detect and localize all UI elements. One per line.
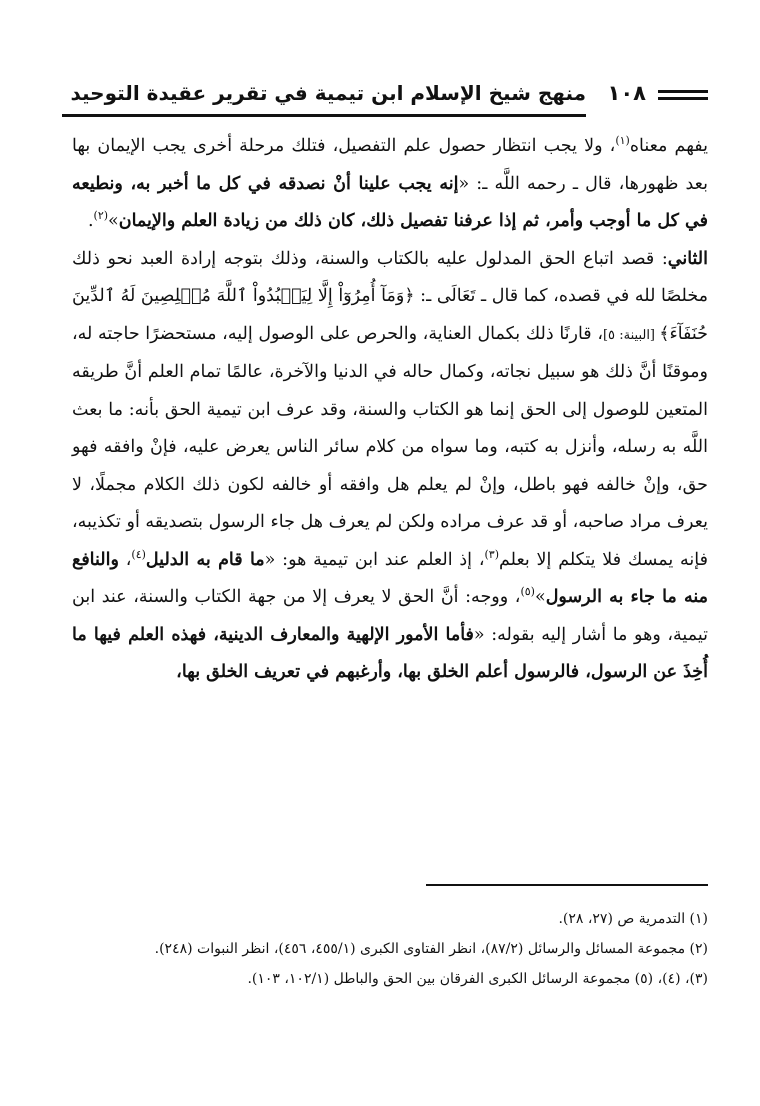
text-run: ، ولا يجب انتظار حصول علم التفصيل، فتلك مرحلة أخرى يجب الإيمان بها بعد ظهورها، قال ـ رحمه اللَّه ـ: « — [72, 136, 708, 194]
footnote-2: (٢) مجموعة المسائل والرسائل (٨٧/٢)، انظر الفتاوى الكبرى (٤٥٥/١، ٤٥٦)، انظر النبوات (٢٤٨). — [154, 941, 708, 957]
text-run: ، ووجه: أنَّ الحق لا يعرف إلا من جهة الكتاب والسنة، عند ابن تيمية، وهو ما أشار إليه بقوله: « — [72, 587, 708, 645]
text-run: ، قارنًا ذلك بكمال العناية، والحرص على الوصول إليه، مستحضرًا حاجته له، وموقنًا أنَّ ذلك هو سبيل نجاته، وكمال حاله في الدنيا والآخرة، عالمًا تمام العلم أنَّ طريقه المتعين للوصول إلى الحق إنما هو الكتاب والسنة، وقد عرف ابن تيمية الحق بأنه: ما بعث اللَّه به رسله، وأنزل به كتبه، وما سواه من كلام سائر الناس يعرض عليه، فإنْ وافقه فهو حق، وإنْ خالفه فهو باطل، وإنْ لم يعلم هل وافقه أو خالفه لكون ذلك الكلام مجملًا، لا يعرف مراد صاحبه، أو قد عرف مراده ولكن لم يعرف هل جاء الرسول بتصديقه أو تكذيبه، فإنه يمسك فلا يتكلم إلا بعلم — [72, 323, 708, 570]
main-text — [72, 128, 708, 692]
footnote-marker-4: (٤) — [131, 547, 146, 561]
header-ornament — [658, 90, 708, 104]
text-run: » — [534, 587, 546, 607]
footnote-1: (١) التدمرية ص (٢٧، ٢٨). — [558, 911, 708, 927]
footnote-marker-3: (٣) — [484, 547, 499, 561]
footnote-marker-2: (٢) — [93, 209, 109, 223]
footnote-separator — [426, 884, 708, 886]
paragraph-1 — [72, 128, 708, 241]
text-run: . — [87, 211, 94, 231]
quote-bold: والنافع منه ما جاء به الرسول — [72, 549, 708, 607]
quote-bold: ما قام به الدليل — [145, 549, 265, 570]
running-title: منهج شيخ الإسلام ابن تيمية في تقرير عقيدة التوحيد — [70, 81, 586, 105]
footnote-marker-1: (١) — [615, 134, 630, 148]
paragraph-2 — [72, 241, 708, 692]
text-run: » — [108, 211, 119, 231]
text-run: : قصد اتباع الحق المدلول عليه بالكتاب والسنة، وذلك بتوجه إرادة العبد نحو ذلك مخلصًا لله في قصده، كما قال ـ تَعَالَى ـ: — [72, 248, 708, 306]
text-run: ، إذ العلم عند ابن تيمية هو: « — [264, 549, 485, 570]
page-number: ١٠٨ — [607, 81, 646, 105]
header-rule — [62, 114, 586, 117]
quran-verse: ﴿وَمَآ أُمِرُوٓاْ إِلَّا لِيَعۡبُدُواْ ٱللَّهَ مُخۡلِصِينَ لَهُ ٱلدِّينَ حُنَفَآءَ﴾ — [72, 286, 708, 344]
text-run: ، — [118, 549, 132, 570]
section-label: الثاني — [667, 248, 708, 269]
quote-bold: فأما الأمور الإلهية والمعارف الدينية، فهذه العلم فيها ما أُخِذَ عن الرسول، فالرسول أعلم الخلق بها، وأرغبهم في تعريف الخلق بها، — [72, 624, 708, 682]
quote-bold: إنه يجب علينا أنْ نصدقه في كل ما أخبر به، ونطيعه في كل ما أوجب وأمر، ثم إذا عرفنا تفصيل ذلك، كان ذلك من زيادة العلم والإيمان — [72, 173, 708, 231]
footnotes — [72, 904, 708, 994]
text-run: يفهم معناه — [629, 136, 708, 156]
footnote-3: (٣)، (٤)، (٥) مجموعة الرسائل الكبرى الفرقان بين الحق والباطل (١٠٢/١، ١٠٣). — [247, 971, 708, 987]
footnote-marker-5: (٥) — [520, 585, 535, 599]
verse-reference: [البينة: ٥] — [602, 327, 660, 343]
page-header — [62, 78, 708, 118]
